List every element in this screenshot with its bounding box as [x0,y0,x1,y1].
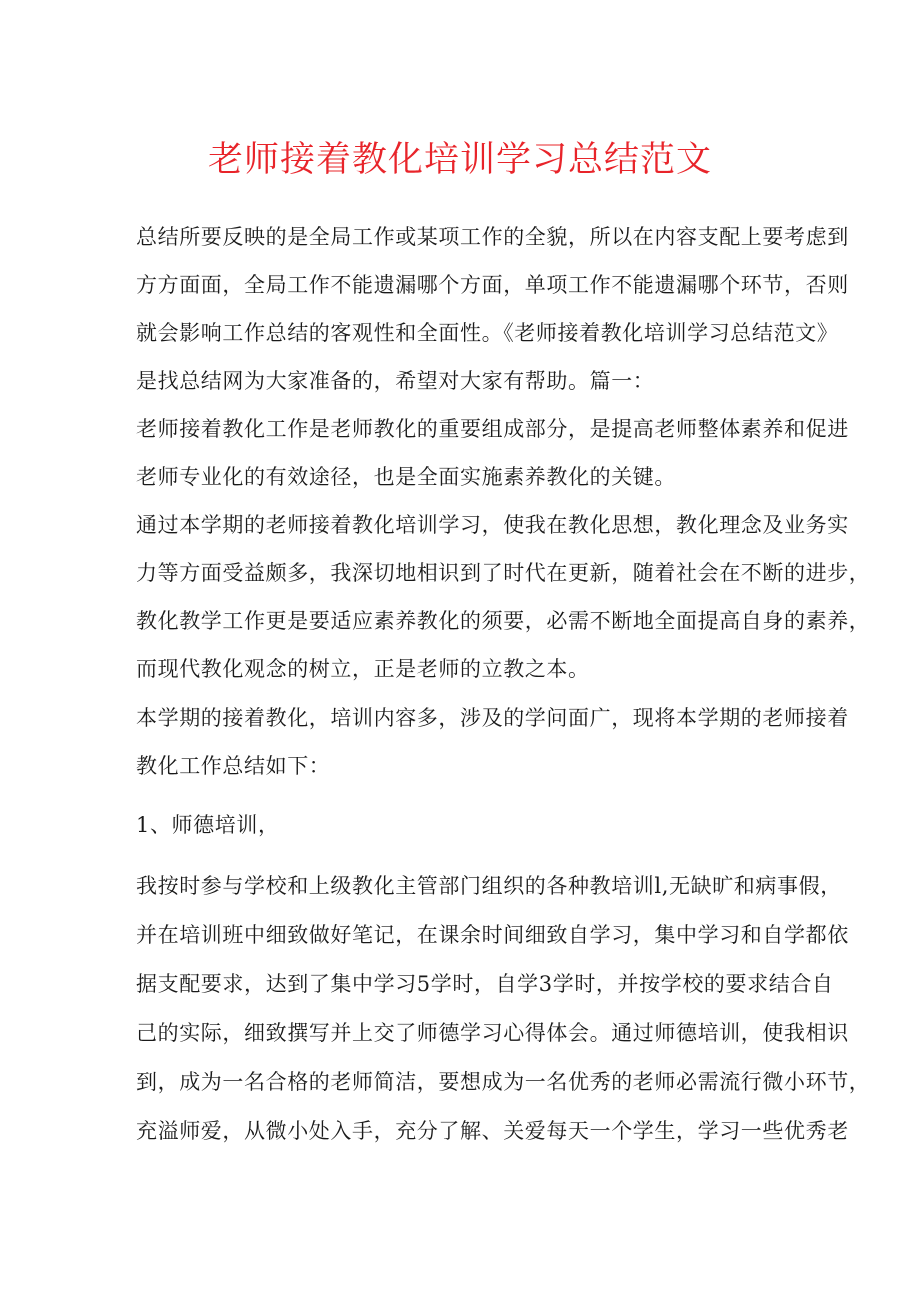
body-line: 就会影响工作总结的客观性和全面性。《老师接着教化培训学习总结范文》 [136,321,839,345]
body-line: 并在培训班中细致做好笔记，在课余时间细致自学习，集中学习和自学都依 [136,923,849,947]
body-line: 是找总结网为大家准备的，希望对大家有帮助。篇一： [136,369,655,393]
body-line: 通过本学期的老师接着教化培训学习，使我在教化思想，教化理念及业务实 [136,513,849,537]
body-line: 力等方面受益颇多，我深切地相识到了时代在更新，随着社会在不断的进步， [136,561,871,585]
body-line: 教化工作总结如下： [136,754,331,778]
body-line: 据支配要求，达到了集中学习5学时，自学3学时，并按学校的要求结合自 [136,972,834,996]
body-line: 本学期的接着教化，培训内容多，涉及的学问面广，现将本学期的老师接着 [136,706,849,730]
body-line: 己的实际，细致撰写并上交了师德学习心得体会。通过师德培训，使我相识 [136,1021,849,1045]
body-line: 老师专业化的有效途径，也是全面实施素养教化的关键。 [136,465,676,489]
document-title: 老师接着教化培训学习总结范文 [207,140,712,180]
body-line: 总结所要反映的是全局工作或某项工作的全貌，所以在内容支配上要考虑到 [136,225,849,249]
body-line: 充溢师爱，从微小处入手，充分了解、关爱每天一个学生，学习一些优秀老 [136,1119,849,1143]
section-heading: 1、师德培训， [136,813,280,837]
body-line: 我按时参与学校和上级教化主管部门组织的各种教培训l,无缺旷和病事假， [136,874,842,898]
body-line: 方方面面，全局工作不能遗漏哪个方面，单项工作不能遗漏哪个环节，否则 [136,273,849,297]
body-line: 教化教学工作更是要适应素养教化的须要，必需不断地全面提高自身的素养， [136,609,871,633]
body-line: 老师接着教化工作是老师教化的重要组成部分，是提高老师整体素养和促进 [136,417,849,441]
body-line: 到，成为一名合格的老师简洁，要想成为一名优秀的老师必需流行微小环节， [136,1070,871,1094]
body-line: 而现代教化观念的树立，正是老师的立教之本。 [136,657,590,681]
